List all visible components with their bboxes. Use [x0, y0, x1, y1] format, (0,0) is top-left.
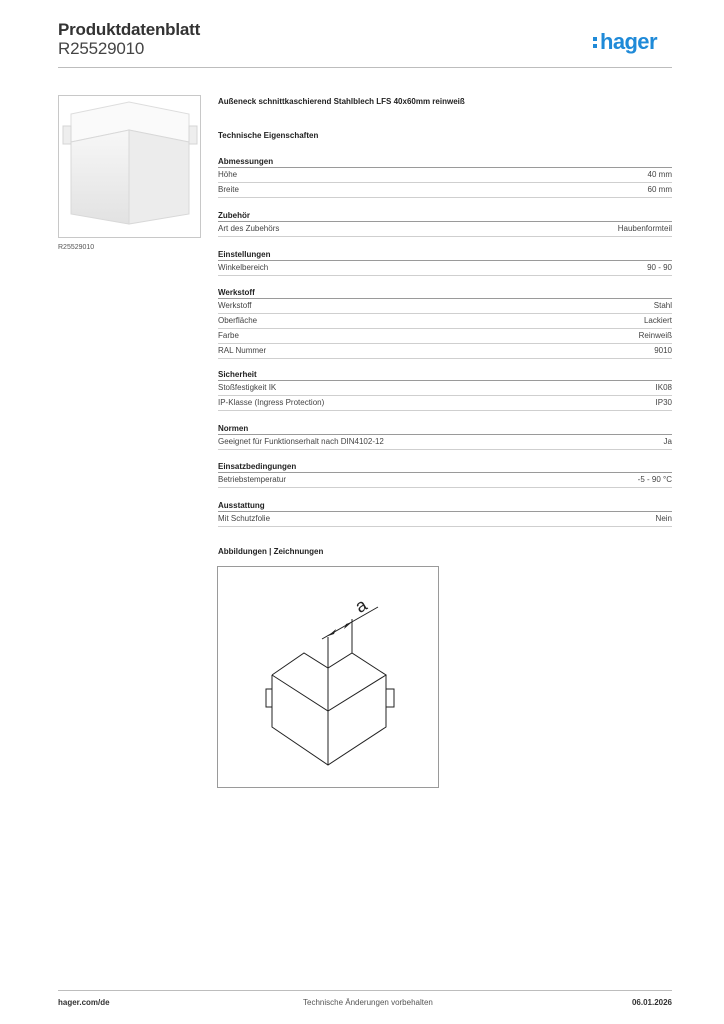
group-normen [218, 422, 672, 450]
spec-label: IP-Klasse (Ingress Protection) [218, 398, 325, 407]
footer-notice: Technische Änderungen vorbehalten [303, 998, 433, 1007]
spec-row [218, 396, 672, 411]
spec-value: Stahl [653, 301, 672, 310]
spec-label: Betriebstemperatur [218, 475, 287, 484]
spec-label: Geeignet für Funktionserhalt nach DIN4102-12 [218, 437, 384, 446]
spec-row [218, 512, 672, 527]
spec-row [218, 473, 672, 488]
header-divider [58, 67, 672, 68]
spec-label: Oberfläche [218, 316, 258, 325]
spec-label: Stoßfestigkeit IK [218, 383, 277, 392]
spec-value: 60 mm [647, 185, 672, 194]
spec-value: Haubenformteil [617, 224, 672, 233]
group-title: Einstellungen [218, 248, 672, 261]
spec-value: IP30 [655, 398, 672, 407]
page-title: Produktdatenblatt [58, 20, 201, 39]
group-title: Sicherheit [218, 368, 672, 381]
group-title: Zubehör [218, 209, 672, 222]
product-photo-icon [59, 96, 200, 237]
group-zubehoer [218, 209, 672, 237]
group-abmessungen [218, 155, 672, 198]
group-sicherheit [218, 368, 672, 411]
spec-value: IK08 [655, 383, 672, 392]
hager-logo [592, 27, 674, 57]
spec-label: Farbe [218, 331, 239, 340]
spec-row [218, 344, 672, 359]
spec-value: Lackiert [643, 316, 672, 325]
product-title: Außeneck schnittkaschierend Stahlblech LFS 40x60mm reinweiß [218, 97, 465, 106]
spec-label: Breite [218, 185, 239, 194]
spec-row [218, 381, 672, 396]
spec-label: Werkstoff [218, 301, 252, 310]
tech-properties-heading: Technische Eigenschaften [218, 131, 319, 140]
spec-value: -5 - 90 °C [637, 475, 672, 484]
group-werkstoff [218, 286, 672, 359]
spec-value: Reinweiß [638, 331, 672, 340]
group-title: Einsatzbedingungen [218, 460, 672, 473]
group-einsatzbedingungen [218, 460, 672, 488]
spec-row [218, 435, 672, 450]
spec-row [218, 183, 672, 198]
dimension-label: a [351, 594, 371, 617]
group-title: Ausstattung [218, 499, 672, 512]
spec-row [218, 222, 672, 237]
spec-row [218, 314, 672, 329]
technical-drawing-icon [218, 567, 438, 787]
group-title: Normen [218, 422, 672, 435]
spec-label: RAL Nummer [218, 346, 267, 355]
spec-row [218, 168, 672, 183]
footer-date: 06.01.2026 [631, 998, 672, 1007]
product-thumbnail [58, 95, 201, 238]
footer-divider [58, 990, 672, 991]
group-ausstattung [218, 499, 672, 527]
spec-label: Winkelbereich [218, 263, 269, 272]
spec-value: 90 - 90 [647, 263, 672, 272]
spec-row [218, 329, 672, 344]
spec-row [218, 299, 672, 314]
product-number: R25529010 [58, 39, 145, 58]
spec-value: 40 mm [647, 170, 672, 179]
technical-drawing [217, 566, 439, 788]
drawings-heading: Abbildungen | Zeichnungen [218, 547, 324, 556]
group-title: Werkstoff [218, 286, 672, 299]
svg-text:hager: hager [600, 29, 657, 54]
group-title: Abmessungen [218, 155, 672, 168]
spec-label: Art des Zubehörs [218, 224, 280, 233]
spec-value: Ja [663, 437, 672, 446]
thumbnail-caption: R25529010 [58, 244, 95, 251]
group-einstellungen [218, 248, 672, 276]
spec-value: Nein [655, 514, 672, 523]
spec-value: 9010 [654, 346, 672, 355]
spec-label: Höhe [218, 170, 238, 179]
footer-website-link[interactable]: hager.com/de [58, 998, 110, 1007]
spec-label: Mit Schutzfolie [218, 514, 271, 523]
spec-row [218, 261, 672, 276]
